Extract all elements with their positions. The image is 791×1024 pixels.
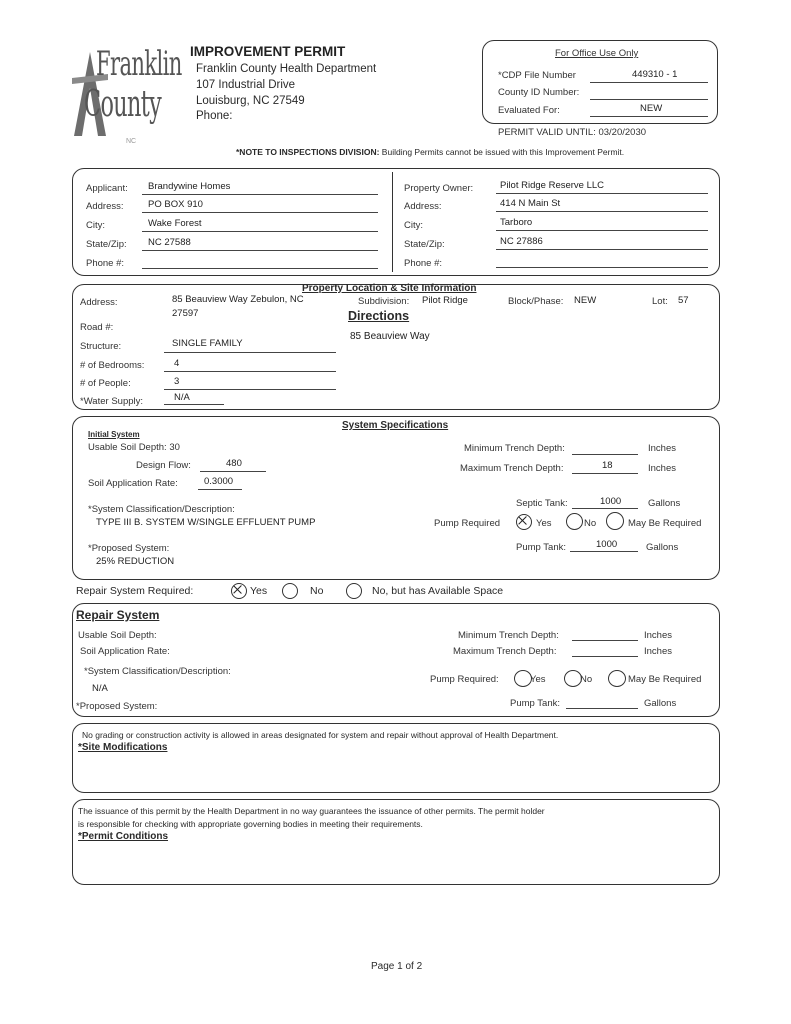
property-address-line2: 27597 xyxy=(172,308,199,319)
water-supply-label: *Water Supply: xyxy=(80,396,144,407)
pump-tank-line xyxy=(570,551,638,552)
applicant-label: Applicant: xyxy=(86,183,128,194)
inspection-note-text: Building Permits cannot be issued with this Improvement Permit. xyxy=(381,147,625,157)
bedrooms-label: # of Bedrooms: xyxy=(80,360,145,371)
repair-system-box xyxy=(72,603,720,717)
directions-value: 85 Beauview Way xyxy=(350,331,430,342)
inspection-note xyxy=(236,147,624,157)
repair-min-trench-line xyxy=(572,640,638,641)
repair-pump-tank-label: Pump Tank: xyxy=(510,698,560,709)
max-trench-unit: Inches xyxy=(648,463,676,474)
applicant-value: Brandywine Homes xyxy=(148,181,231,192)
applicant-statezip-line xyxy=(142,250,378,251)
initial-system-label: Initial System xyxy=(88,430,140,439)
property-address-label: Address: xyxy=(80,297,118,308)
applicant-line xyxy=(142,194,378,195)
lot-value: 57 xyxy=(678,295,689,306)
repair-max-trench-line xyxy=(572,656,638,657)
septic-tank-value: 1000 xyxy=(600,496,622,507)
pump-required-no-label: No xyxy=(584,518,597,529)
property-address-line1: 85 Beauview Way Zebulon, NC xyxy=(172,294,304,305)
pump-required-maybe-label: May Be Required xyxy=(628,518,702,529)
subdivision-value: Pilot Ridge xyxy=(422,295,468,306)
water-supply-line xyxy=(164,404,224,405)
structure-value: SINGLE FAMILY xyxy=(172,338,243,349)
subdivision-label: Subdivision: xyxy=(358,296,410,307)
logo-line-1: Franklin xyxy=(96,44,182,84)
owner-statezip-line xyxy=(496,249,708,250)
applicant-statezip-label: State/Zip: xyxy=(86,239,127,250)
soil-rate-value: 0.3000 xyxy=(204,476,234,487)
block-phase-value: NEW xyxy=(574,295,597,306)
office-use-heading: For Office Use Only xyxy=(555,48,639,59)
owner-city-label: City: xyxy=(404,220,423,231)
owner-phone-label: Phone #: xyxy=(404,258,443,269)
repair-pump-maybe-label: May Be Required xyxy=(628,674,702,685)
department-city: Louisburg, NC 27549 xyxy=(196,95,305,107)
cdp-file-line xyxy=(590,82,708,83)
applicant-address-line xyxy=(142,212,378,213)
owner-value: Pilot Ridge Reserve LLC xyxy=(500,180,605,191)
water-supply-value: N/A xyxy=(174,392,190,403)
proposed-system-value: 25% REDUCTION xyxy=(96,556,175,567)
soil-rate-label: Soil Application Rate: xyxy=(88,478,178,489)
max-trench-line xyxy=(572,473,638,474)
min-trench-line xyxy=(572,454,638,455)
repair-max-trench-unit: Inches xyxy=(644,646,672,657)
conditions-line-1: The issuance of this permit by the Health Department in no way guarantees the issuance of other permits. The permit holder xyxy=(78,806,545,816)
repair-soil-depth-label: Usable Soil Depth: xyxy=(78,630,157,641)
site-notice: No grading or construction activity is allowed in areas designated for system and repair without approval of Health Department. xyxy=(82,730,559,740)
repair-classification-label: *System Classification/Description: xyxy=(84,666,231,677)
owner-phone-line xyxy=(496,267,708,268)
repair-required-space-label: No, but has Available Space xyxy=(372,585,504,597)
repair-required-no-radio[interactable] xyxy=(282,583,298,599)
system-specs-heading: System Specifications xyxy=(342,420,449,431)
pump-required-yes-label: Yes xyxy=(536,518,552,529)
structure-label: Structure: xyxy=(80,341,122,352)
applicant-city-line xyxy=(142,231,378,232)
max-trench-label: Maximum Trench Depth: xyxy=(460,463,564,474)
people-label: # of People: xyxy=(80,378,131,389)
design-flow-label: Design Flow: xyxy=(136,460,191,471)
repair-pump-no-label: No xyxy=(580,674,593,685)
department-phone-label: Phone: xyxy=(196,110,233,122)
road-label: Road #: xyxy=(80,322,114,333)
inspection-note-bold: *NOTE TO INSPECTIONS DIVISION: xyxy=(236,147,380,157)
county-id-line xyxy=(590,99,708,100)
pump-tank-value: 1000 xyxy=(596,539,618,550)
applicant-city-label: City: xyxy=(86,220,105,231)
septic-tank-unit: Gallons xyxy=(648,498,681,509)
owner-statezip-value: NC 27886 xyxy=(500,236,543,247)
conditions-line-2: is responsible for checking with appropriate governing bodies in meeting their requirements. xyxy=(78,819,423,829)
page-number: Page 1 of 2 xyxy=(371,961,423,972)
county-logo xyxy=(70,44,180,154)
applicant-phone-line xyxy=(142,268,378,269)
department-street: 107 Industrial Drive xyxy=(196,79,296,91)
applicant-address-value: PO BOX 910 xyxy=(148,199,203,210)
repair-max-trench-label: Maximum Trench Depth: xyxy=(453,646,557,657)
evaluated-for-line xyxy=(590,116,708,117)
property-heading: Property Location & Site Information xyxy=(302,283,477,294)
proposed-system-label: *Proposed System: xyxy=(88,543,170,554)
people-line xyxy=(164,389,336,390)
owner-address-label: Address: xyxy=(404,201,442,212)
block-phase-label: Block/Phase: xyxy=(508,296,564,307)
repair-proposed-label: *Proposed System: xyxy=(76,701,158,712)
pump-tank-unit: Gallons xyxy=(646,542,679,553)
initial-soil-depth: Usable Soil Depth: 30 xyxy=(88,442,180,453)
pump-required-no-radio[interactable] xyxy=(566,513,583,530)
repair-pump-required-label: Pump Required: xyxy=(430,674,499,685)
logo-line-2: County xyxy=(84,84,162,125)
repair-system-heading: Repair System xyxy=(76,608,160,622)
bedrooms-value: 4 xyxy=(174,358,180,369)
county-id-label: County ID Number: xyxy=(498,87,580,98)
applicant-city-value: Wake Forest xyxy=(148,218,202,229)
permit-conditions-heading: *Permit Conditions xyxy=(78,831,169,842)
design-flow-value: 480 xyxy=(226,458,242,469)
evaluated-for-value: NEW xyxy=(640,103,663,114)
max-trench-value: 18 xyxy=(602,460,613,471)
pump-tank-label: Pump Tank: xyxy=(516,542,566,553)
repair-required-yes-label: Yes xyxy=(250,585,268,597)
classification-value: TYPE III B. SYSTEM W/SINGLE EFFLUENT PUMP xyxy=(96,517,316,528)
applicant-statezip-value: NC 27588 xyxy=(148,237,191,248)
permit-valid-until: PERMIT VALID UNTIL: 03/20/2030 xyxy=(498,127,647,138)
applicant-phone-label: Phone #: xyxy=(86,258,125,269)
design-flow-line xyxy=(200,471,266,472)
bedrooms-line xyxy=(164,371,336,372)
pump-required-maybe-radio[interactable] xyxy=(606,512,624,530)
pump-required-yes-radio[interactable] xyxy=(516,514,532,530)
classification-label: *System Classification/Description: xyxy=(88,504,235,515)
min-trench-label: Minimum Trench Depth: xyxy=(464,443,565,454)
min-trench-unit: Inches xyxy=(648,443,676,454)
septic-tank-label: Septic Tank: xyxy=(516,498,568,509)
owner-line xyxy=(496,193,708,194)
department-name: Franklin County Health Department xyxy=(196,63,377,75)
people-value: 3 xyxy=(174,376,180,387)
owner-address-line xyxy=(496,211,708,212)
repair-pump-maybe-radio[interactable] xyxy=(608,670,626,687)
applicant-divider xyxy=(392,172,393,272)
permit-title: IMPROVEMENT PERMIT xyxy=(190,44,346,59)
directions-heading: Directions xyxy=(348,309,410,323)
evaluated-for-label: Evaluated For: xyxy=(498,105,560,116)
repair-required-no-label: No xyxy=(310,585,324,597)
repair-required-yes-radio[interactable] xyxy=(231,583,247,599)
logo-small-text: NC xyxy=(126,138,137,145)
repair-pump-yes-label: Yes xyxy=(530,674,546,685)
repair-soil-rate-label: Soil Application Rate: xyxy=(80,646,170,657)
lot-label: Lot: xyxy=(652,296,668,307)
owner-city-line xyxy=(496,230,708,231)
septic-tank-line xyxy=(572,508,638,509)
pump-required-label: Pump Required xyxy=(434,518,501,529)
cdp-file-value: 449310 - 1 xyxy=(632,69,678,80)
applicant-address-label: Address: xyxy=(86,201,124,212)
site-modifications-heading: *Site Modifications xyxy=(78,742,168,753)
repair-min-trench-label: Minimum Trench Depth: xyxy=(458,630,559,641)
owner-address-value: 414 N Main St xyxy=(500,198,561,209)
owner-statezip-label: State/Zip: xyxy=(404,239,445,250)
repair-required-space-radio[interactable] xyxy=(346,583,362,599)
soil-rate-line xyxy=(198,489,242,490)
cdp-file-label: *CDP File Number xyxy=(498,70,576,81)
repair-min-trench-unit: Inches xyxy=(644,630,672,641)
owner-city-value: Tarboro xyxy=(500,217,533,228)
repair-required-label: Repair System Required: xyxy=(76,585,194,597)
owner-label: Property Owner: xyxy=(404,183,474,194)
structure-line xyxy=(164,352,336,353)
repair-classification-value: N/A xyxy=(92,683,108,694)
repair-pump-tank-line xyxy=(566,708,638,709)
repair-pump-tank-unit: Gallons xyxy=(644,698,677,709)
